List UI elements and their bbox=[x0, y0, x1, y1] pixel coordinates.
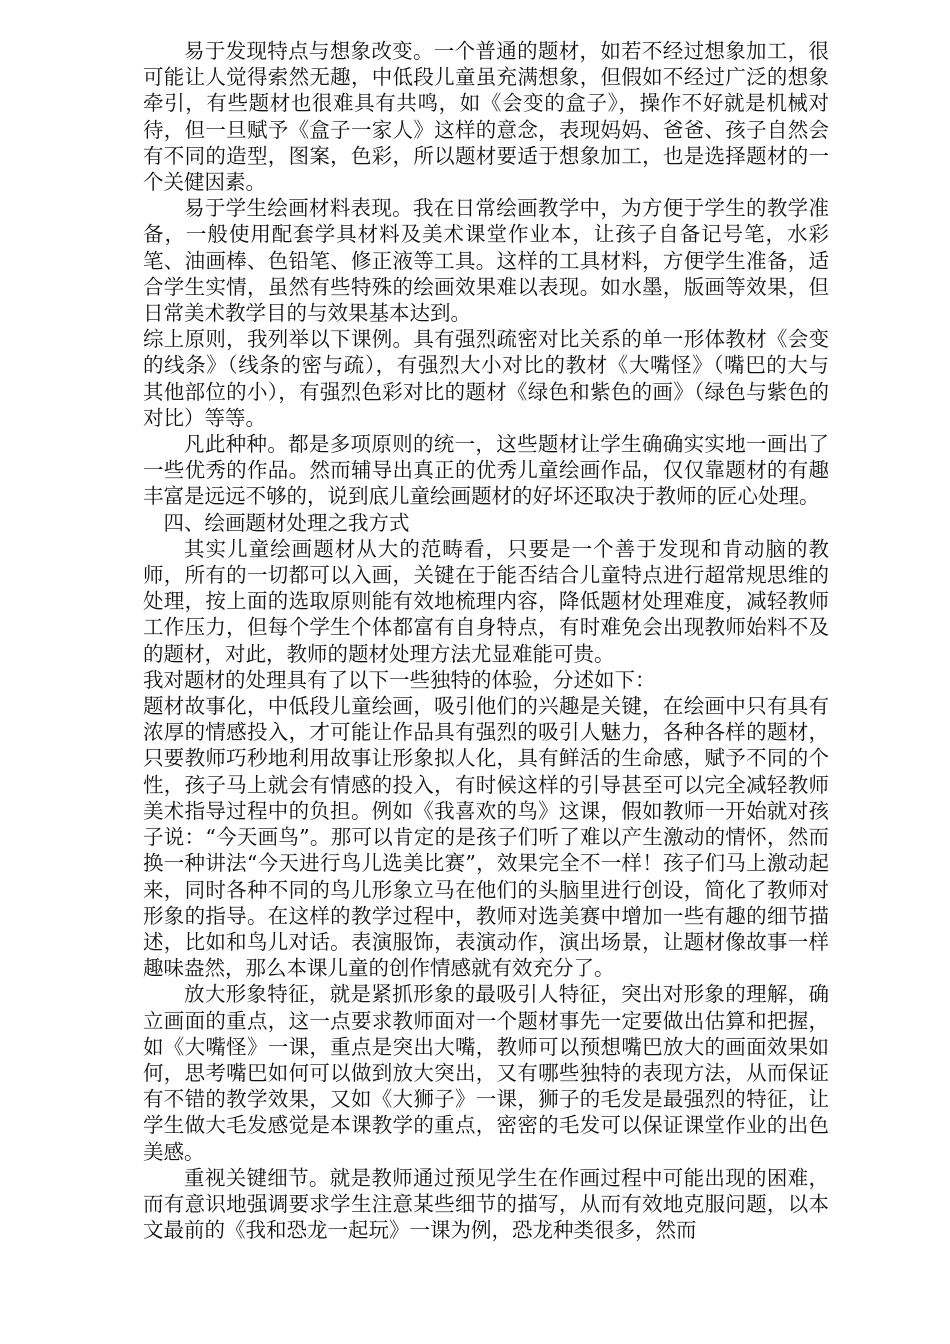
paragraph-experience-intro: 我对题材的处理具有了以下一些独特的体验，分述如下： bbox=[143, 667, 656, 692]
paragraph-imagination: 易于发现特点与想象改变。一个普通的题材，如若不经过想象加工，很可能让人觉得索然无趣，中低段儿童虽充满想象，但假如不经过广泛的想象牵引，有些题材也很难具有共鸣，如《会变的盒子》，操作不好就是机械对待，但一旦赋予《盒子一家人》这样的意念，表现妈妈、爸爸、孩子自然会有不同的造型，图案，色彩，所以题材要适于想象加工，也是选择题材的一个关健因素。 bbox=[143, 39, 829, 195]
paragraph-teacher-thinking: 其实儿童绘画题材从大的范畴看，只要是一个善于发现和肯动脑的教师，所有的一切都可以入画，关键在于能否结合儿童特点进行超常规思维的处理，按上面的选取原则能有效地梳理内容，降低题材处理难度，减轻教师工作压力，但每个学生个体都富有自身特点，有时难免会出现教师始料不及的题材，对此，教师的题材处理方法尤显难能可贵。 bbox=[143, 536, 829, 666]
paragraph-enlarge-features: 放大形象特征，就是紧抓形象的最吸引人特征，突出对形象的理解，确立画面的重点，这一点要求教师面对一个题材事先一定要做出估算和把握，如《大嘴怪》一课，重点是突出大嘴，教师可以预想嘴巴放大的画面效果如何，思考嘴巴如何可以做到放大突出，又有哪些独特的表现方法，从而保证有不错的教学效果，又如《大狮子》一课，狮子的毛发是最强烈的特征，让学生做大毛发感觉是本课教学的重点，密密的毛发可以保证课堂作业的出色美感。 bbox=[143, 982, 829, 1164]
section-heading-four: 四、绘画题材处理之我方式 bbox=[163, 510, 410, 535]
paragraph-conclusion: 凡此种种。都是多项原则的统一，这些题材让学生确确实实地一画出了一些优秀的作品。然而辅导出真正的优秀儿童绘画作品，仅仅靠题材的有趣丰富是远远不够的，说到底儿童绘画题材的好坏还取决于教师的匠心处理。 bbox=[143, 432, 829, 509]
paragraph-story-method: 题材故事化，中低段儿童绘画，吸引他们的兴趣是关键，在绘画中只有具有浓厚的情感投入，才可能让作品具有强烈的吸引人魅力，各种各样的题材，只要教师巧秒地利用故事让形象拟人化，具有鲜活的生命感，赋予不同的个性，孩子马上就会有情感的投入，有时候这样的引导甚至可以完全减轻教师美术指导过程中的负担。例如《我喜欢的鸟》这课，假如教师一开始就对孩子说：“今天画鸟”。那可以肯定的是孩子们听了难以产生激动的情怀，然而换一种讲法“今天进行鸟儿选美比赛”，效果完全不一样！孩子们马上激动起来，同时各种不同的鸟儿形象立马在他们的头脑里进行创设，简化了教师对形象的指导。在这样的教学过程中，教师对选美赛中增加一些有趣的细节描述，比如和鸟儿对话。表演服饰，表演动作，演出场景，让题材像故事一样趣味盎然，那么本课儿童的创作情感就有效充分了。 bbox=[143, 694, 829, 981]
paragraph-key-details: 重视关键细节。就是教师通过预见学生在作画过程中可能出现的困难，而有意识地强调要求学生注意某些细节的描写，从而有效地克服问题，以本文最前的《我和恐龙一起玩》一课为例，恐龙种类很多，然而 bbox=[143, 1165, 829, 1243]
paragraph-summary-examples: 综上原则，我列举以下课例。具有强烈疏密对比关系的单一形体教材《会变的线条》（线条的密与疏），有强烈大小对比的教材《大嘴怪》（嘴巴的大与其他部位的小），有强烈色彩对比的题材《绿色和紫色的画》（绿色与紫色的对比）等等。 bbox=[143, 327, 829, 430]
paragraph-materials: 易于学生绘画材料表现。我在日常绘画教学中，为方便于学生的教学准备，一般使用配套学具材料及美术课堂作业本，让孩子自备记号笔，水彩笔、油画棒、色铅笔、修正液等工具。这样的工具材料，方便学生准备，适合学生实情，虽然有些特殊的绘画效果难以表现。如水墨，版画等效果，但日常美术教学目的与效果基本达到。 bbox=[143, 196, 829, 326]
document-page bbox=[143, 38, 829, 1243]
